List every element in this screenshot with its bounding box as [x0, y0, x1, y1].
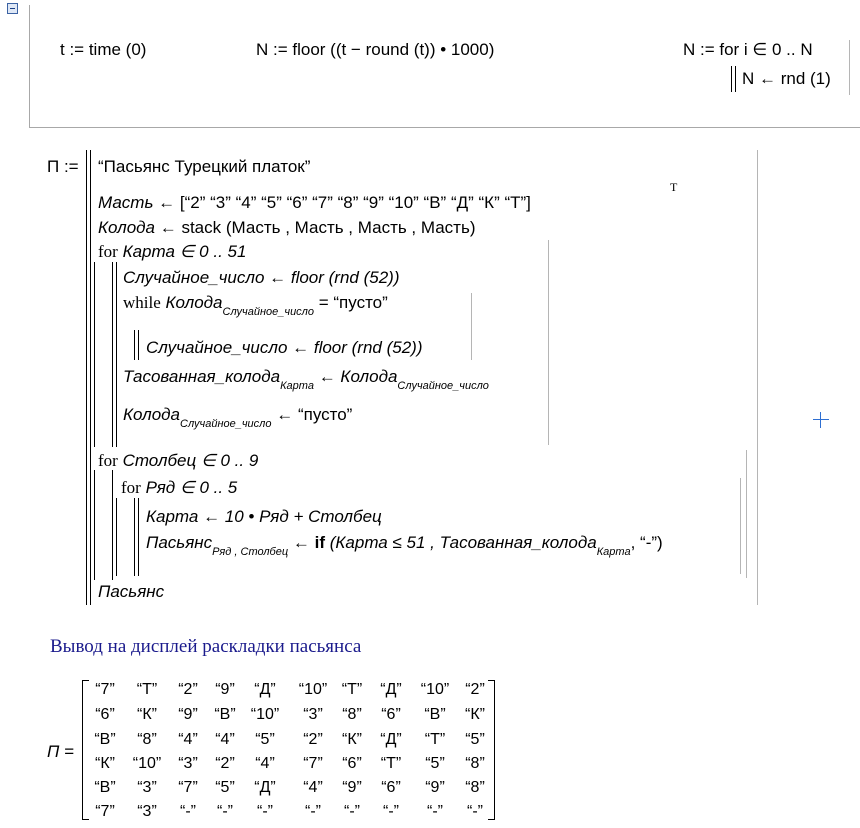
- matrix-cell: “T”: [341, 681, 363, 698]
- matrix-cell: “5”: [465, 731, 485, 748]
- shuffled-arrow: ← Колода: [318, 367, 398, 386]
- for-row-var: Ряд ∈ 0 .. 5: [145, 478, 238, 497]
- n-definition[interactable]: N := floor ((t − round (t)) • 1000): [256, 40, 495, 59]
- matrix-cell: “-”: [427, 803, 443, 820]
- solitaire-sub: Ряд , Столбец: [212, 546, 289, 558]
- matrix-cell: “К”: [465, 706, 485, 723]
- shuffled-var: Тасованная_колода: [123, 367, 281, 386]
- matrix-cell: “6”: [95, 706, 115, 723]
- transpose-mark: T: [670, 180, 678, 194]
- matrix-cell: “-”: [305, 803, 321, 820]
- matrix-cell: “2”: [465, 681, 485, 698]
- deck-expr: ← stack (Масть , Масть , Масть , Масть): [159, 218, 476, 237]
- matrix-cell: “-”: [467, 803, 483, 820]
- t-definition[interactable]: t := time (0): [60, 40, 147, 59]
- random-assign[interactable]: Случайное_число ← floor (rnd (52)): [123, 268, 400, 287]
- matrix-cell: “Д”: [380, 681, 402, 698]
- while-var: Колода: [165, 293, 223, 312]
- deck-assignment[interactable]: [98, 218, 476, 238]
- matrix-cell: “К”: [342, 731, 362, 748]
- crosshair-cursor-icon: [813, 412, 829, 428]
- matrix-cell: “7”: [303, 755, 323, 772]
- deck2-var: Колода: [123, 405, 180, 424]
- matrix-cell: “Д”: [380, 731, 402, 748]
- display-heading[interactable]: Вывод на дисплей раскладки пасьянса: [50, 636, 362, 657]
- for-column-var: Столбец ∈ 0 .. 9: [122, 451, 259, 470]
- matrix-cell: “9”: [425, 779, 445, 796]
- solitaire-var: Пасьянс: [146, 533, 213, 552]
- matrix-cell: “7”: [95, 803, 115, 820]
- result-lhs[interactable]: П =: [47, 742, 74, 761]
- shuffled-sub: Карта: [280, 380, 314, 392]
- deck-var: Колода: [98, 218, 155, 237]
- if-args: (Карта ≤ 51 , Тасованная_колода: [329, 533, 597, 552]
- matrix-cell: “-”: [257, 803, 273, 820]
- if-sub: Карта: [596, 546, 631, 558]
- matrix-cell: “3”: [137, 803, 157, 820]
- for-keyword: for: [98, 242, 118, 261]
- deck2-assign: ← “пусто”: [276, 405, 353, 424]
- for-card-loop[interactable]: [98, 242, 246, 262]
- solitaire-assign[interactable]: [146, 533, 663, 562]
- matrix-cell: “9”: [342, 779, 362, 796]
- program-lhs[interactable]: П :=: [47, 157, 79, 176]
- matrix-cell: “-”: [217, 803, 233, 820]
- suit-assignment[interactable]: [98, 193, 531, 213]
- matrix-cell: “T”: [136, 681, 158, 698]
- for-keyword-2: for: [98, 451, 118, 470]
- matrix-cell: “8”: [342, 706, 362, 723]
- if-keyword: if: [314, 533, 326, 552]
- suit-values: ← [“2” “3” “4” “5” “6” “7” “8” “9” “10” “В” “Д” “К” “Т”]: [158, 193, 531, 212]
- matrix-cell: “2”: [303, 731, 323, 748]
- for-keyword-3: for: [121, 478, 141, 497]
- for-column-loop[interactable]: [98, 451, 258, 471]
- matrix-left-bracket: [82, 680, 89, 820]
- matrix-cell: “В”: [94, 731, 116, 748]
- n-loop-head[interactable]: N := for i ∈ 0 .. N: [683, 40, 813, 59]
- random-assign-inner[interactable]: Случайное_число ← floor (rnd (52)): [146, 338, 423, 357]
- matrix-cell: “10”: [420, 681, 450, 698]
- shuffled-assign[interactable]: [123, 367, 489, 396]
- while-loop[interactable]: [123, 293, 388, 322]
- matrix-cell: “6”: [381, 706, 401, 723]
- matrix-cell: “4”: [215, 731, 235, 748]
- matrix-cell: “4”: [303, 779, 323, 796]
- matrix-cell: “4”: [255, 755, 275, 772]
- while-keyword: while: [123, 293, 161, 312]
- matrix-cell: “T”: [424, 731, 446, 748]
- suit-var: Масть: [98, 193, 154, 212]
- matrix-cell: “К”: [95, 755, 115, 772]
- card-assign[interactable]: Карта ← 10 • Ряд + Столбец: [146, 507, 382, 526]
- matrix-cell: “К”: [137, 706, 157, 723]
- matrix-cell: “2”: [178, 681, 198, 698]
- matrix-cell: “10”: [250, 706, 280, 723]
- matrix-cell: “8”: [465, 779, 485, 796]
- matrix-cell: “-”: [180, 803, 196, 820]
- matrix-cell: “В”: [94, 779, 116, 796]
- matrix-cell: “3”: [178, 755, 198, 772]
- matrix-cell: “7”: [178, 779, 198, 796]
- matrix-cell: “3”: [303, 706, 323, 723]
- matrix-cell: “В”: [214, 706, 236, 723]
- matrix-cell: “-”: [383, 803, 399, 820]
- return-solitaire[interactable]: Пасьянс: [98, 582, 165, 601]
- matrix-right-bracket: [488, 680, 495, 820]
- for-row-loop[interactable]: [121, 478, 237, 498]
- matrix-cell: “10”: [132, 755, 162, 772]
- n-loop-body[interactable]: N ← rnd (1): [742, 69, 831, 88]
- matrix-cell: “7”: [95, 681, 115, 698]
- matrix-cell: “5”: [255, 731, 275, 748]
- minus-icon[interactable]: [7, 3, 18, 14]
- matrix-cell: “Д”: [254, 681, 276, 698]
- matrix-cell: “8”: [465, 755, 485, 772]
- if-tail: , “-”): [630, 533, 663, 552]
- matrix-cell: “Д”: [254, 779, 276, 796]
- matrix-cell: “2”: [215, 755, 235, 772]
- title-string[interactable]: “Пасьянс Турецкий платок”: [98, 157, 311, 176]
- matrix-cell: “8”: [137, 731, 157, 748]
- matrix-cell: “-”: [344, 803, 360, 820]
- matrix-cell: “5”: [425, 755, 445, 772]
- solitaire-arrow: ←: [292, 533, 310, 552]
- matrix-cell: “3”: [137, 779, 157, 796]
- while-sub: Случайное_число: [222, 306, 315, 318]
- matrix-cell: “5”: [215, 779, 235, 796]
- deck-clear[interactable]: [123, 405, 352, 434]
- deck2-sub: Случайное_число: [180, 418, 272, 430]
- shuffled-sub2: Случайное_число: [397, 380, 489, 392]
- matrix-cell: “В”: [424, 706, 446, 723]
- matrix-cell: “9”: [178, 706, 198, 723]
- while-eq: = “пусто”: [318, 293, 388, 312]
- matrix-cell: “10”: [298, 681, 328, 698]
- matrix-cell: “T”: [380, 755, 402, 772]
- for-card-var: Карта ∈ 0 .. 51: [122, 242, 247, 261]
- matrix-cell: “6”: [381, 779, 401, 796]
- matrix-cell: “4”: [178, 731, 198, 748]
- matrix-cell: “9”: [215, 681, 235, 698]
- matrix-cell: “6”: [342, 755, 362, 772]
